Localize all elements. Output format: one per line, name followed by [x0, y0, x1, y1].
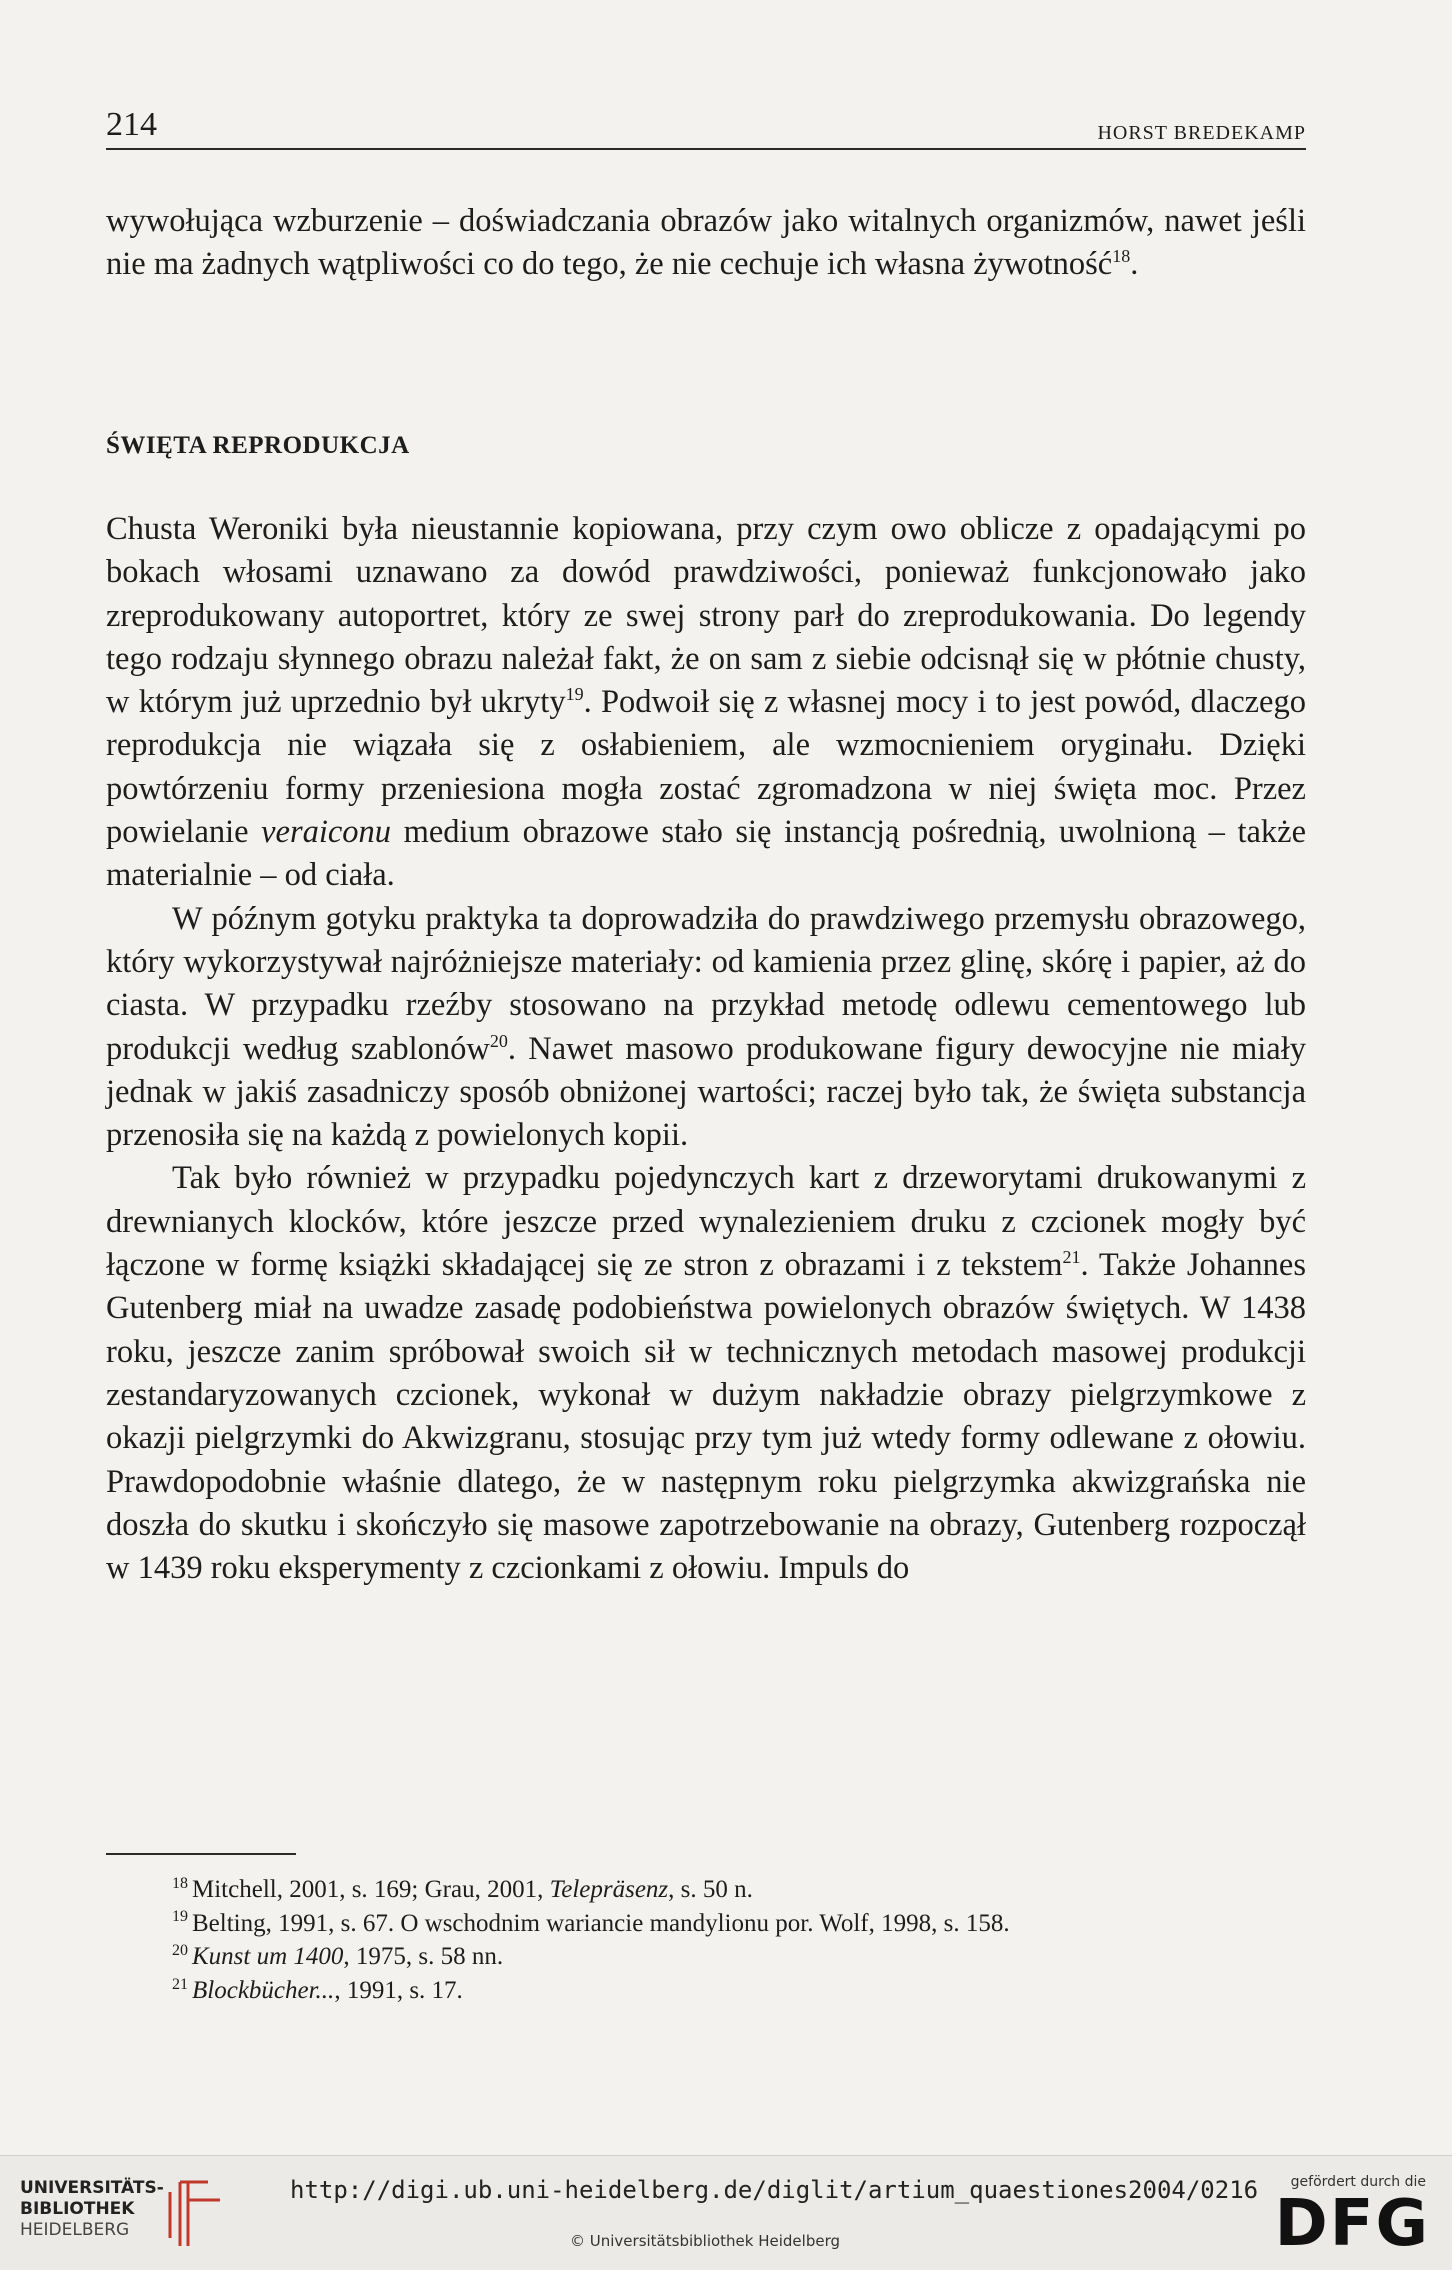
footnote	[172, 1974, 1312, 2008]
footnote-number: 21	[172, 1975, 188, 1993]
funding-caption: gefördert durch die	[1290, 2174, 1426, 2190]
footnote	[172, 1907, 1312, 1941]
viewer-footer	[0, 2155, 1452, 2270]
page-header	[106, 108, 1306, 150]
section-heading: ŚWIĘTA REPRODUKCJA	[106, 432, 410, 459]
paragraph-text: Tak było również w przypadku pojedynczych kart z drzeworytami drukowanymi z drewnianych klocków, które jeszcze przed wynalezieniem druku z czcionek mogły być łączone w formę książki składającej się ze stron z obrazami i z tekstem	[106, 1160, 1306, 1284]
paragraph-text: W późnym gotyku praktyka ta doprowadziła do prawdziwego przemysłu obrazowego, który wykorzystywał najróżniejsze materiały: od kamienia przez glinę, skórę i papier, aż do ciasta. W przypadku rzeźby stosowano na przykład metodę odlewu cementowego lub produkcji według szablonów	[106, 900, 1306, 1067]
footnote-number: 20	[172, 1942, 188, 1960]
paragraph-text: . Podwoił się z własnej mocy i to jest powód, dlaczego reprodukcja nie wiązała się z osłabieniem, ale wzmocnieniem oryginału. Dzięki powtórzeniu formy przeniesiona mogła zostać zgromadzona w niej święta moc. Przez powielanie	[106, 684, 1306, 851]
footnote-text: Mitchell, 2001, s. 169; Grau, 2001,	[192, 1876, 550, 1903]
footnote	[172, 1873, 1312, 1907]
footnote-text: , 1991, s. 17.	[334, 1977, 463, 2005]
paragraph	[106, 898, 1306, 1158]
paragraph-text: . Także Johannes Gutenberg miał na uwadze zasadę podobieństwa powielonych obrazów świętych. W 1438 roku, jeszcze zanim spróbował swoich sił w technicznych metodach masowej produkcji zestandaryzowanych czcionek, wykonał w dużym nakładzie obrazy pielgrzymkowe z okazji pielgrzymki do Akwizgranu, stosując przy tym już wtedy formy odlewane z ołowiu. Prawdopodobnie właśnie dlatego, że w następnym roku pielgrzymka akwizgrańska nie doszła do skutku i skończyło się masowe zapotrzebowanie na obrazy, Gutenberg rozpoczął w 1439 roku eksperymenty z czcionkami z ołowiu. Impuls do	[106, 1247, 1307, 1587]
library-name-line-2: BIBLIOTHEK	[20, 2199, 135, 2219]
paragraph-text: .	[1130, 246, 1139, 283]
running-head: HORST BREDEKAMP	[1097, 122, 1306, 144]
library-name-line-3: HEIDELBERG	[20, 2220, 130, 2240]
footnote-reference: 19	[565, 684, 584, 705]
section-text	[106, 508, 1306, 1590]
opening-text	[106, 200, 1306, 287]
paragraph-text: wywołująca wzburzenie – doświadczania obrazów jako witalnych organizmów, nawet jeśli nie ma żadnych wątpliwości co do tego, że nie cechuje ich własna żywotność	[106, 203, 1306, 283]
footnote-number: 19	[172, 1908, 188, 1926]
paragraph-text: . Nawet masowo produkowane figury dewocyjne nie miały jednak w jakiś zasadniczy sposób obniżonej wartości; raczej było tak, że święta substancja przenosiła się na każdą z powielonych kopii.	[106, 1030, 1306, 1154]
footnote-reference: 20	[489, 1030, 508, 1051]
page-number: 214	[106, 106, 157, 143]
italic-text: Telepräsenz	[549, 1876, 669, 1903]
dfg-logo: DFG	[1274, 2187, 1430, 2261]
italic-text: Blockbücher...	[192, 1977, 335, 2005]
footnote-reference: 21	[1062, 1247, 1081, 1268]
italic-text: Kunst um 1400	[192, 1943, 344, 1971]
footnote-reference: 18	[1112, 246, 1131, 267]
permalink-url[interactable]: http://digi.ub.uni-heidelberg.de/diglit/artium_quaestiones2004/0216	[290, 2176, 1259, 2204]
footnote-text: , s. 50 n.	[668, 1876, 753, 1903]
library-name	[20, 2178, 164, 2241]
library-emblem-icon	[150, 2178, 222, 2250]
library-logo	[20, 2178, 260, 2258]
footnote-number: 18	[172, 1874, 188, 1892]
italic-text: veraiconu	[261, 814, 392, 851]
footnote	[172, 1940, 1312, 1974]
library-name-line-1: UNIVERSITÄTS-	[20, 2178, 164, 2198]
paragraph	[106, 1157, 1306, 1590]
paragraph-text: Chusta Weroniki była nieustannie kopiowana, przy czym owo oblicze z opadającymi po bokach włosami uznawano za dowód prawdziwości, ponieważ funkcjonowało jako zreprodukowany autoportret, który ze swej strony parł do zreprodukowania. Do legendy tego rodzaju słynnego obrazu należał fakt, że on sam z siebie odcisnął się w płótnie chusty, w którym już uprzednio był ukryty	[106, 511, 1306, 721]
paragraph-text: medium obrazowe stało się instancją pośrednią, uwolnioną – także materialnie – od ciała.	[106, 814, 1307, 894]
paragraph	[106, 508, 1306, 898]
footnote-text: , 1975, s. 58 nn.	[343, 1943, 504, 1971]
paragraph	[106, 200, 1306, 287]
copyright-notice: © Universitätsbibliothek Heidelberg	[570, 2232, 841, 2250]
footnote-text: Belting, 1991, s. 67. O wschodnim wariancie mandylionu por. Wolf, 1998, s. 158.	[192, 1909, 1010, 1937]
footnotes	[172, 1873, 1312, 2008]
footnote-divider	[106, 1853, 296, 1855]
